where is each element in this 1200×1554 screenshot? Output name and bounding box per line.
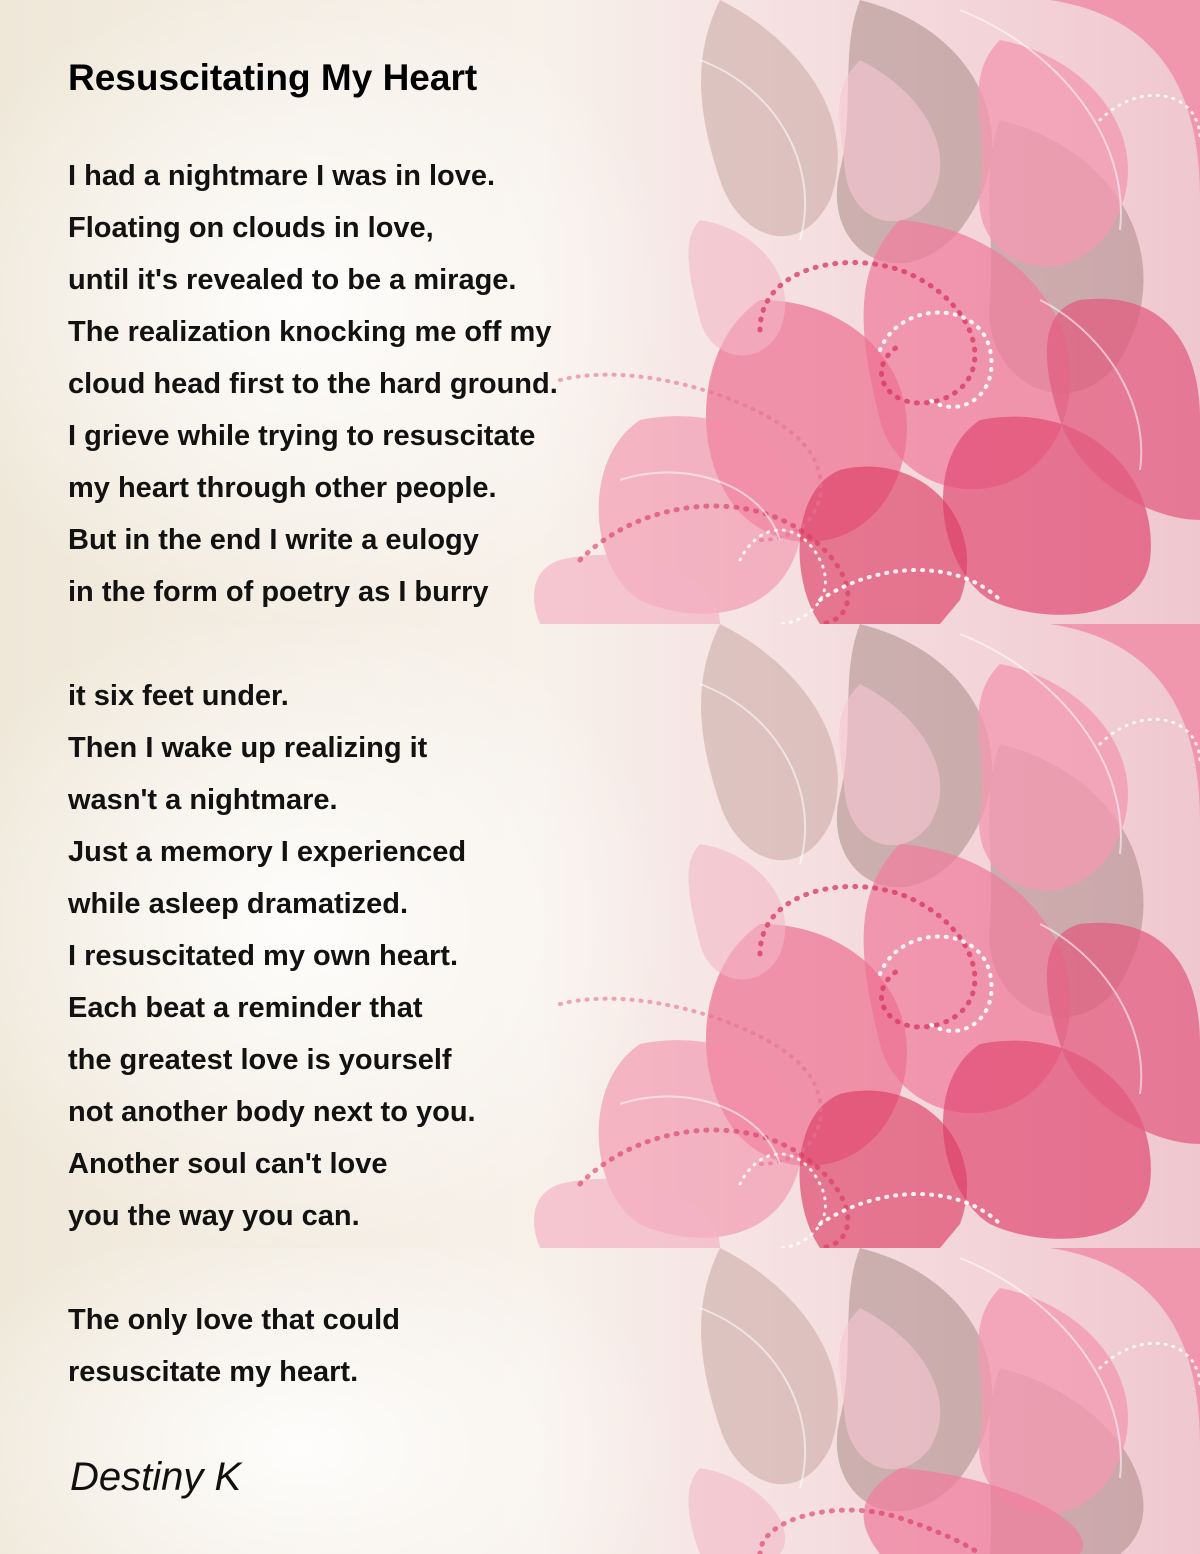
poem-line: my heart through other people. xyxy=(68,472,497,504)
poem-title: Resuscitating My Heart xyxy=(68,57,478,98)
poem-line: in the form of poetry as I burry xyxy=(68,576,489,608)
poem-line: I grieve while trying to resuscitate xyxy=(68,420,536,452)
poem-line: until it's revealed to be a mirage. xyxy=(68,264,517,296)
poem-line: Floating on clouds in love, xyxy=(68,212,434,244)
stanza-3 xyxy=(68,1294,400,1398)
poem-line: I had a nightmare I was in love. xyxy=(68,160,496,192)
poem-line: Each beat a reminder that xyxy=(68,992,423,1024)
poem-line: I resuscitated my own heart. xyxy=(68,940,459,972)
poem-line: you the way you can. xyxy=(68,1200,360,1232)
poem-line: resuscitate my heart. xyxy=(68,1356,359,1388)
poem-line: wasn't a nightmare. xyxy=(68,784,338,816)
poem-line: Just a memory I experienced xyxy=(68,836,467,868)
poem-line: The realization knocking me off my xyxy=(68,316,552,348)
poem-line: not another body next to you. xyxy=(68,1096,476,1128)
poem-line: it six feet under. xyxy=(68,680,289,712)
stanza-2 xyxy=(68,670,476,1242)
poem-line: The only love that could xyxy=(68,1304,400,1336)
poem-author: Destiny K xyxy=(70,1455,242,1499)
poem-line: Then I wake up realizing it xyxy=(68,732,428,764)
poem-line: the greatest love is yourself xyxy=(68,1044,452,1076)
stanza-1 xyxy=(68,150,558,618)
poem-line: Another soul can't love xyxy=(68,1148,388,1180)
poem-line: cloud head first to the hard ground. xyxy=(68,368,558,400)
poem-line: while asleep dramatized. xyxy=(68,888,409,920)
poem-line: But in the end I write a eulogy xyxy=(68,524,479,556)
